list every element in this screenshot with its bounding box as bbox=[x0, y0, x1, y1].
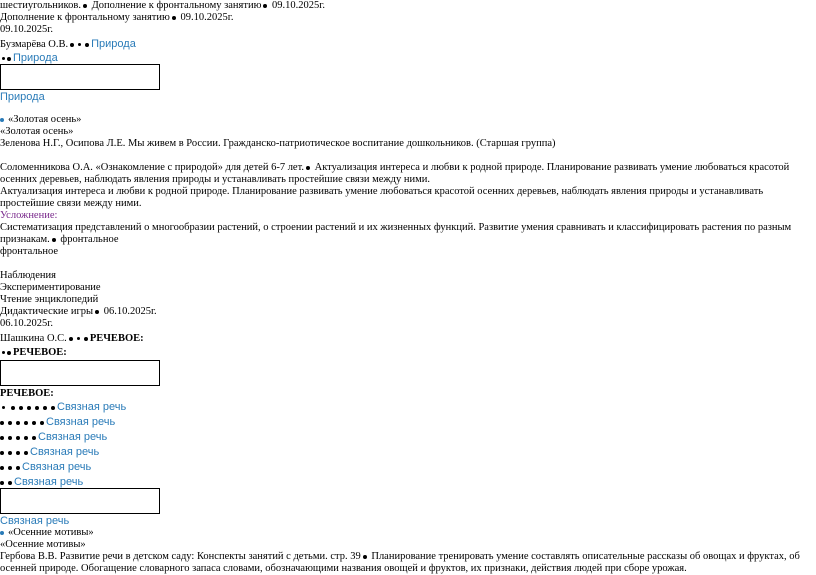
bullet-dot-icon bbox=[85, 43, 89, 47]
text-line bbox=[0, 234, 119, 246]
bullet-dot-icon bbox=[43, 406, 47, 410]
text: 09.10.2025г. bbox=[177, 12, 234, 23]
theme-title: «Осенние мотивы» bbox=[8, 527, 94, 538]
bullet-dot-icon bbox=[8, 466, 12, 470]
nature-heading[interactable]: Природа bbox=[0, 91, 45, 103]
text: 09.10.2025г. bbox=[269, 0, 326, 11]
teacher-name: Шашкина О.С. bbox=[0, 333, 67, 344]
text-line: Актуализация интереса и любви к родной природе. Планирование развивать умение любоваться красотой осенних деревьев, наблюдать явления природы и устанавливать bbox=[0, 186, 764, 197]
bullet-dot-icon bbox=[0, 451, 4, 455]
bullet-dot-icon bbox=[27, 406, 31, 410]
coherent-speech-link[interactable]: Связная речь bbox=[57, 401, 127, 413]
bullet-dot-icon bbox=[8, 481, 12, 485]
bullet-dot-icon bbox=[0, 436, 4, 440]
speech-heading: РЕЧЕВОЕ: bbox=[0, 388, 54, 399]
text: шестиугольников. bbox=[0, 0, 81, 11]
bullet-dot-icon bbox=[0, 466, 4, 470]
bullet-dot-icon bbox=[70, 43, 74, 47]
text: Гербова В.В. Развитие речи в детском саду: Конспекты занятий с детьми. стр. 39 bbox=[0, 551, 361, 562]
bullet-dot-icon bbox=[52, 238, 56, 242]
text-line bbox=[0, 12, 233, 24]
speech-label: РЕЧЕВОЕ: bbox=[13, 347, 67, 358]
date-line: 09.10.2025г. bbox=[0, 24, 53, 35]
bullet-dot-icon bbox=[16, 436, 20, 440]
bullet-dot-icon bbox=[8, 436, 12, 440]
text-line: фронтальное bbox=[0, 246, 59, 257]
activity-item: Экспериментирование bbox=[0, 282, 101, 293]
text: Дидактические игры bbox=[0, 306, 94, 317]
theme-line bbox=[0, 527, 94, 539]
teacher-line bbox=[0, 333, 144, 345]
theme-line bbox=[0, 114, 81, 126]
coherent-speech-link[interactable]: Связная речь bbox=[22, 461, 92, 473]
bullet-dot-icon bbox=[69, 337, 73, 341]
bullet-dot-icon bbox=[77, 337, 80, 340]
bullet-dot-icon bbox=[172, 16, 176, 20]
source-line: Зеленова Н.Г., Осипова Л.Е. Мы живем в России. Гражданско-патриотическое воспитание дошкольников. (Старшая группа) bbox=[0, 138, 556, 149]
coherent-speech-heading[interactable]: Связная речь bbox=[0, 515, 70, 527]
text: Дополнение к фронтальному занятию bbox=[88, 0, 262, 11]
source-line bbox=[0, 162, 789, 174]
bullet-dot-icon bbox=[95, 310, 99, 314]
bullet-dot-icon bbox=[16, 466, 20, 470]
bullet-dot-icon bbox=[32, 436, 36, 440]
coherent-speech-line bbox=[0, 461, 91, 474]
text: Дополнение к фронтальному занятию bbox=[0, 12, 170, 23]
nature-link[interactable]: Природа bbox=[91, 38, 136, 50]
text-line: Систематизация представлений о многообразии растений, о строении растений и их жизненных функций. Развитие умения сравнивать и классифицировать растения по разным bbox=[0, 222, 792, 233]
text: 06.10.2025г. bbox=[101, 306, 157, 317]
bullet-dot-icon bbox=[78, 43, 81, 46]
bullet-dot-icon bbox=[16, 451, 20, 455]
coherent-speech-line bbox=[0, 401, 126, 414]
bullet-dot-icon bbox=[83, 4, 87, 8]
complication-label: Усложнение: bbox=[0, 210, 58, 221]
bullet-dot-icon bbox=[8, 451, 12, 455]
bullet-dot-icon bbox=[19, 406, 23, 410]
bullet-dot-icon bbox=[51, 406, 55, 410]
bullet-dot-icon bbox=[35, 406, 39, 410]
bullet-icon bbox=[0, 118, 4, 122]
activity-item bbox=[0, 306, 157, 318]
text-line: осенней природе. Обогащение словарного запаса словами, обозначающими названия овощей и фруктов, их признаки, действия людей при сборе урожая. bbox=[0, 563, 687, 574]
text-line: осенних деревьев, наблюдать явления природы и устанавливать простейшие связи между ними. bbox=[0, 174, 431, 185]
nature-link[interactable]: Природа bbox=[13, 52, 58, 64]
source-line bbox=[0, 551, 800, 563]
bullet-dot-icon bbox=[16, 421, 20, 425]
bullet-dot-icon bbox=[24, 421, 28, 425]
bullet-dot-icon bbox=[2, 351, 5, 354]
bullet-dot-icon bbox=[2, 57, 5, 60]
theme-line: «Осенние мотивы» bbox=[0, 539, 86, 550]
coherent-speech-line bbox=[0, 446, 99, 459]
empty-box bbox=[0, 64, 160, 90]
activity-item: Чтение энциклопедий bbox=[0, 294, 99, 305]
bullet-dot-icon bbox=[0, 421, 4, 425]
teacher-name: Бузмарёва О.В. bbox=[0, 39, 69, 50]
text: Соломенникова О.А. «Ознакомление с природой» для детей 6-7 лет. bbox=[0, 162, 305, 173]
bullet-dot-icon bbox=[263, 4, 267, 8]
bullet-dot-icon bbox=[7, 351, 11, 355]
coherent-speech-link[interactable]: Связная речь bbox=[46, 416, 116, 428]
speech-label: РЕЧЕВОЕ: bbox=[89, 333, 144, 344]
bullet-dot-icon bbox=[363, 555, 367, 559]
text-line bbox=[0, 0, 325, 12]
text: Актуализация интереса и любви к родной природе. Планирование развивать умение любоваться красотой bbox=[312, 162, 790, 173]
bullet-dot-icon bbox=[84, 337, 88, 341]
empty-box bbox=[0, 360, 160, 386]
bullet-dot-icon bbox=[7, 57, 11, 61]
bullet-dot-icon bbox=[0, 481, 4, 485]
date-line: 06.10.2025г. bbox=[0, 318, 53, 329]
bullet-dot-icon bbox=[24, 436, 28, 440]
bullet-dot-icon bbox=[24, 451, 28, 455]
text: признакам. bbox=[0, 234, 50, 245]
bullet-dot-icon bbox=[40, 421, 44, 425]
bullet-dot-icon bbox=[306, 166, 310, 170]
coherent-speech-link[interactable]: Связная речь bbox=[14, 476, 84, 488]
text-line: простейшие связи между ними. bbox=[0, 198, 142, 209]
text: фронтальное bbox=[57, 234, 119, 245]
bullet-dot-icon bbox=[8, 421, 12, 425]
coherent-speech-line bbox=[0, 431, 107, 444]
activity-item: Наблюдения bbox=[0, 270, 56, 281]
bullet-dot-icon bbox=[11, 406, 15, 410]
theme-line: «Золотая осень» bbox=[0, 126, 74, 137]
bullet-dot-icon bbox=[2, 406, 5, 409]
bullet-dot-icon bbox=[32, 421, 36, 425]
bullet-icon bbox=[0, 531, 4, 535]
coherent-speech-line bbox=[0, 416, 115, 429]
theme-title: «Золотая осень» bbox=[8, 114, 82, 125]
teacher-line bbox=[0, 38, 136, 51]
empty-box bbox=[0, 488, 160, 514]
coherent-speech-link[interactable]: Связная речь bbox=[30, 446, 100, 458]
text: Планирование тренировать умение составлять описательные рассказы об овощах и фруктах, об bbox=[368, 551, 800, 562]
speech-line bbox=[0, 347, 67, 359]
coherent-speech-link[interactable]: Связная речь bbox=[38, 431, 108, 443]
